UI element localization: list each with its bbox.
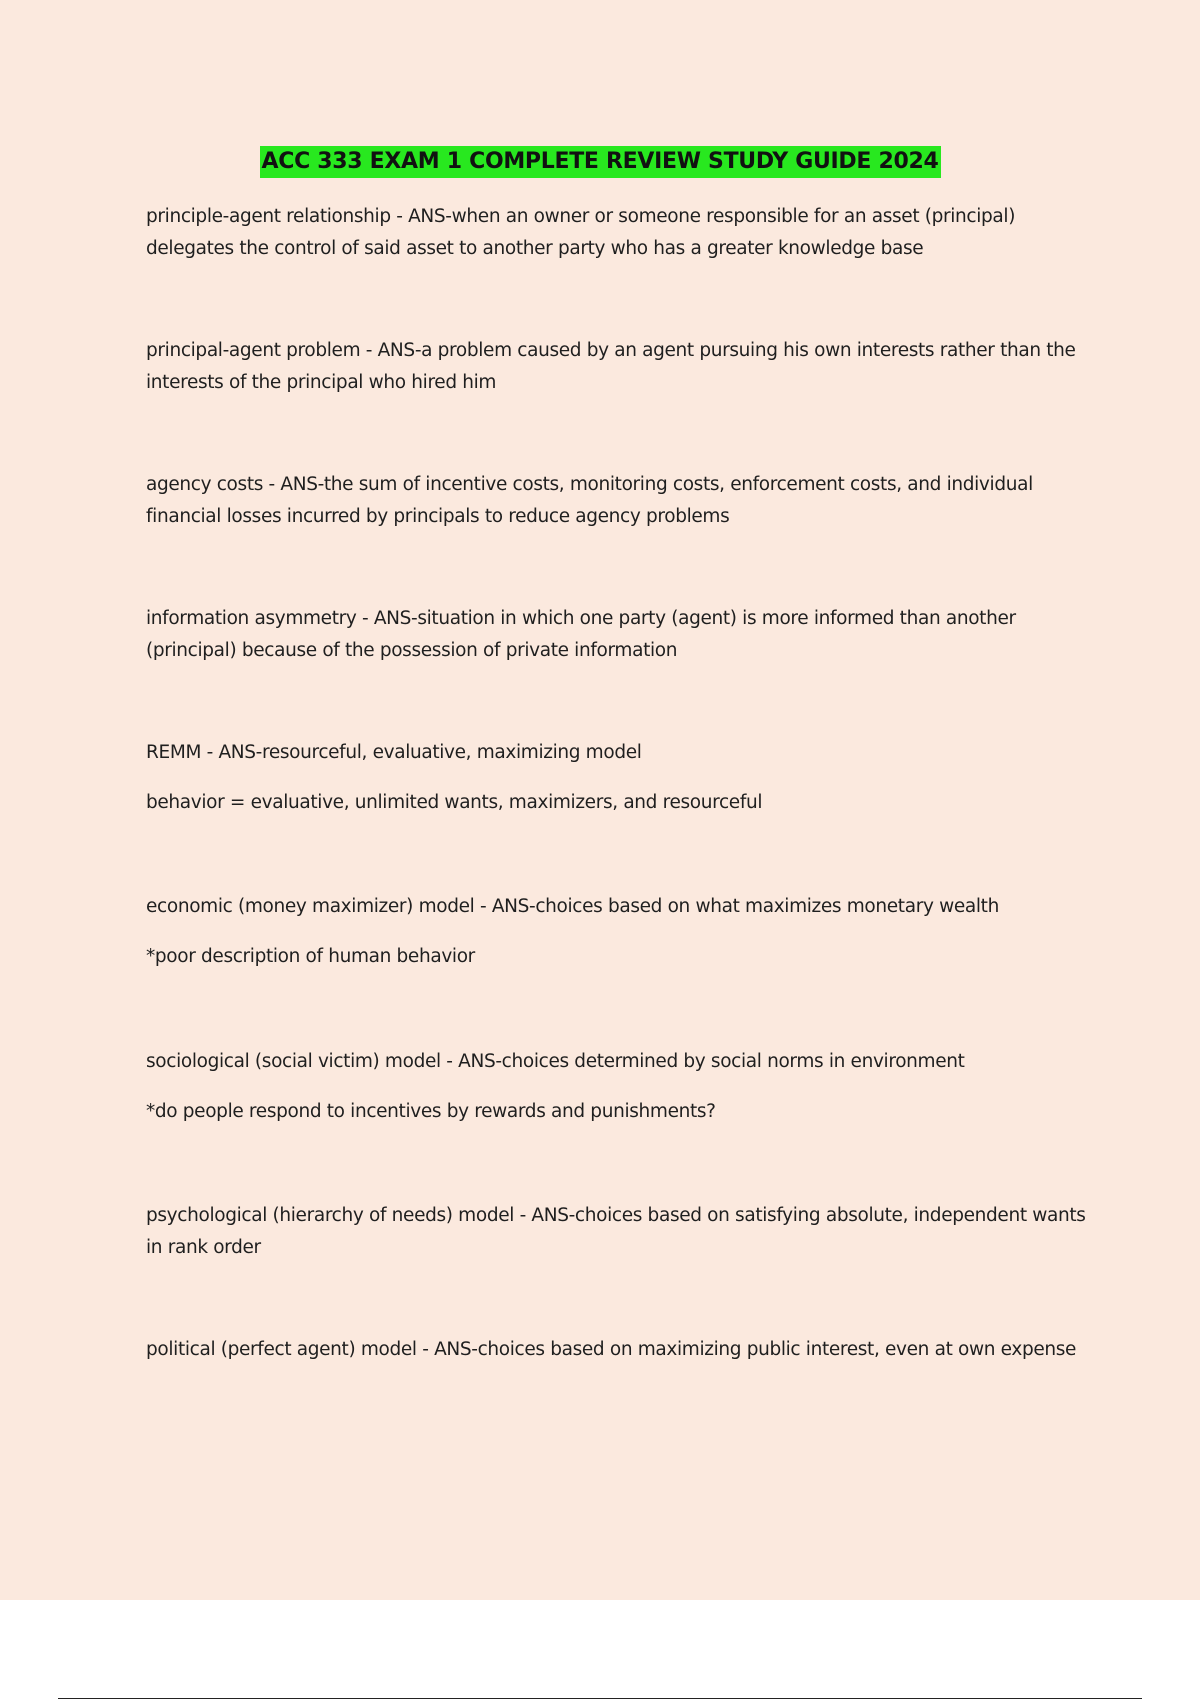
study-entry — [146, 891, 1091, 973]
entry-note: *do people respond to incentives by rewards and punishments? — [146, 1101, 716, 1122]
entry-text: psychological (hierarchy of needs) model - ANS-choices based on satisfying absolute, independent wants in rank order — [146, 1205, 1086, 1258]
study-entry — [146, 1200, 1091, 1264]
study-entry — [146, 201, 1091, 265]
footer-divider — [58, 1698, 1142, 1699]
entry-text: REMM - ANS-resourceful, evaluative, maximizing model — [146, 742, 642, 763]
entry-text: principal-agent problem - ANS-a problem caused by an agent pursuing his own interests rather than the interests of the principal who hired him — [146, 340, 1076, 393]
entry-text: principle-agent relationship - ANS-when an owner or someone responsible for an asset (principal) delegates the control of said asset to another party who has a greater knowledge base — [146, 206, 1016, 259]
study-entry — [146, 737, 1091, 819]
study-entry — [146, 1046, 1091, 1128]
entry-note: behavior = evaluative, unlimited wants, maximizers, and resourceful — [146, 792, 763, 813]
title-container — [0, 146, 1200, 178]
document-title: ACC 333 EXAM 1 COMPLETE REVIEW STUDY GUIDE 2024 — [260, 146, 941, 178]
entry-text: information asymmetry - ANS-situation in which one party (agent) is more informed than another (principal) because of the possession of private information — [146, 608, 1016, 661]
study-entry — [146, 603, 1091, 667]
study-entry — [146, 1334, 1091, 1366]
entry-text: agency costs - ANS-the sum of incentive costs, monitoring costs, enforcement costs, and individual financial losses incurred by principals to reduce agency problems — [146, 474, 1033, 527]
entry-text: political (perfect agent) model - ANS-choices based on maximizing public interest, even at own expense — [146, 1339, 1077, 1360]
entry-note: *poor description of human behavior — [146, 946, 475, 967]
entry-text: sociological (social victim) model - ANS-choices determined by social norms in environment — [146, 1051, 965, 1072]
entry-text: economic (money maximizer) model - ANS-choices based on what maximizes monetary wealth — [146, 896, 999, 917]
study-entry — [146, 335, 1091, 399]
study-entry — [146, 469, 1091, 533]
